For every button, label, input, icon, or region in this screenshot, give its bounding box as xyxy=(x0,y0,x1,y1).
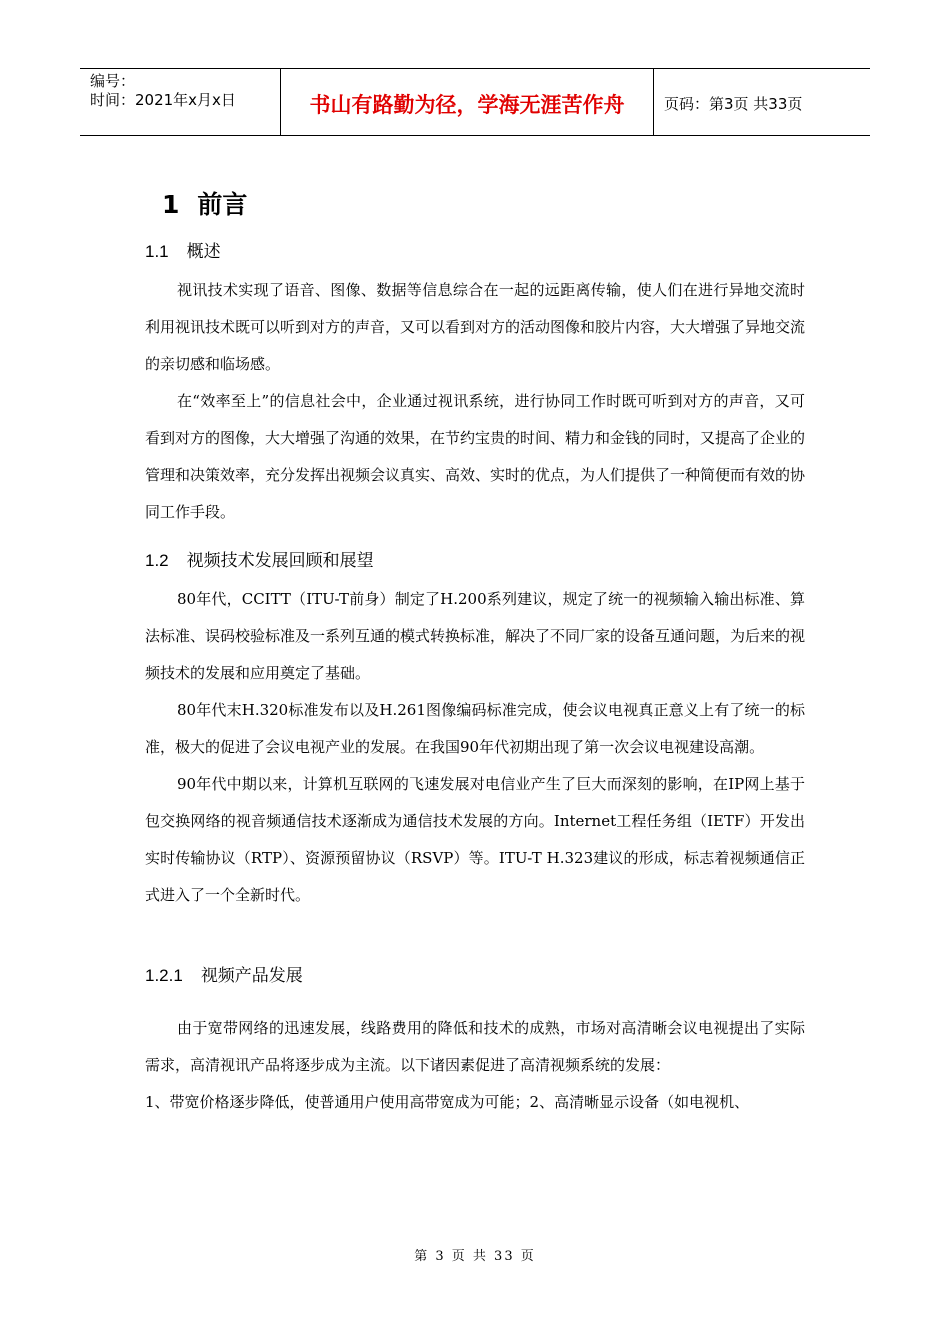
header-page-info xyxy=(654,69,870,135)
motto-text: 书山有路勤为径，学海无涯苦作舟 xyxy=(309,93,625,117)
page-info-text: 页码：第3页 共33页 xyxy=(664,94,803,113)
section-title: 前言 xyxy=(197,190,248,219)
section-number: 1.2 xyxy=(145,551,169,570)
section-heading-1-2 xyxy=(145,543,805,579)
section-heading-1-1 xyxy=(145,234,805,270)
document-body xyxy=(145,180,805,1121)
section-title: 概述 xyxy=(186,242,221,262)
page-header xyxy=(80,68,870,136)
section-heading-1-2-1 xyxy=(145,958,805,994)
paragraph: 在“效率至上”的信息社会中，企业通过视讯系统，进行协同工作时既可听到对方的声音，又可看到对方的图像，大大增强了沟通的效果，在节约宝贵的时间、精力和金钱的同时，又提高了企业的管理和决策效率，充分发挥出视频会议真实、高效、实时的优点，为人们提供了一种简便而有效的协同工作手段。 xyxy=(145,392,806,521)
paragraph: 1、带宽价格逐步降低，使普通用户使用高带宽成为可能；2、高清晰显示设备（如电视机、 xyxy=(145,1093,750,1111)
page-footer xyxy=(0,1245,950,1264)
document-date-label: 时间：2021年x月x日 xyxy=(90,91,236,109)
section-title: 视频产品发展 xyxy=(200,966,303,986)
section-number: 1.1 xyxy=(145,242,169,261)
header-motto xyxy=(281,69,654,135)
footer-page-number: 第 3 页 共 33 页 xyxy=(414,1249,536,1264)
section-heading-1 xyxy=(162,180,805,230)
section-number: 1.2.1 xyxy=(145,966,183,985)
paragraph: 80年代末H.320标准发布以及H.261图像编码标准完成，使会议电视真正意义上有了统一的标准，极大的促进了会议电视产业的发展。在我国90年代初期出现了第一次会议电视建设高潮。 xyxy=(145,701,805,756)
paragraph: 80年代，CCITT（ITU-T前身）制定了H.200系列建议，规定了统一的视频输入输出标准、算法标准、误码校验标准及一系列互通的模式转换标准，解决了不同厂家的设备互通问题，为后来的视频技术的发展和应用奠定了基础。 xyxy=(145,590,806,682)
paragraph: 视讯技术实现了语音、图像、数据等信息综合在一起的远距离传输，使人们在进行异地交流时利用视讯技术既可以听到对方的声音，又可以看到对方的活动图像和胶片内容，大大增强了异地交流的亲切感和临场感。 xyxy=(145,281,806,373)
header-meta xyxy=(80,69,281,135)
paragraph: 90年代中期以来，计算机互联网的飞速发展对电信业产生了巨大而深刻的影响，在IP网上基于包交换网络的视音频通信技术逐渐成为通信技术发展的方向。Internet工程任务组（IETF）开发出实时传输协议（RTP）、资源预留协议（RSVP）等。ITU-T H.323建议的形成，标志着视频通信正式进入了一个全新时代。 xyxy=(145,775,805,904)
section-title: 视频技术发展回顾和展望 xyxy=(186,551,374,571)
document-number-label: 编号： xyxy=(90,72,136,90)
section-number: 1 xyxy=(162,190,180,219)
paragraph: 由于宽带网络的迅速发展，线路费用的降低和技术的成熟，市场对高清晰会议电视提出了实际需求，高清视讯产品将逐步成为主流。以下诸因素促进了高清视频系统的发展： xyxy=(145,1019,805,1074)
